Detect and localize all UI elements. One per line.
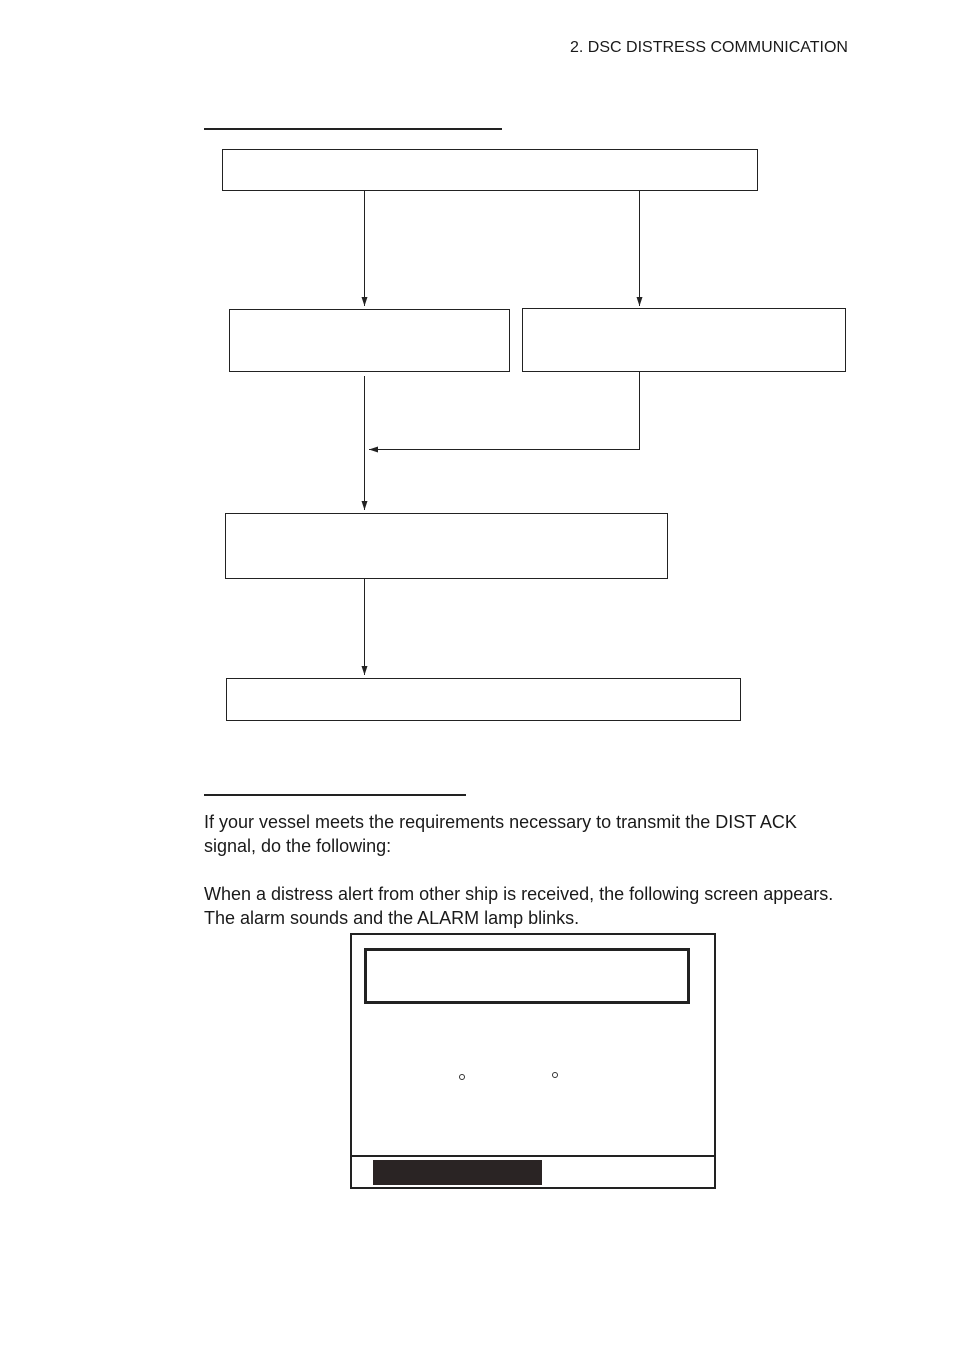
degree-symbol-icon — [459, 1074, 465, 1080]
paragraph-line: signal, do the following: — [204, 836, 392, 856]
paragraph-line: When a distress alert from other ship is received, the following screen appears. — [204, 884, 834, 904]
screen-title-box — [364, 948, 690, 1004]
distress-alert-screen — [350, 933, 716, 1189]
paragraph-alert-received — [204, 882, 884, 930]
screen-highlighted-option — [373, 1160, 542, 1185]
paragraph-requirements — [204, 810, 884, 858]
section-heading-rule-procedure — [204, 794, 466, 796]
page-header: 2. DSC DISTRESS COMMUNICATION — [570, 39, 848, 56]
paragraph-line: If your vessel meets the requirements necessary to transmit the DIST ACK — [204, 812, 797, 832]
degree-symbol-icon — [552, 1072, 558, 1078]
arrow-right-to-join — [369, 372, 640, 450]
paragraph-line: The alarm sounds and the ALARM lamp blinks. — [204, 908, 580, 928]
screen-divider — [352, 1155, 714, 1157]
